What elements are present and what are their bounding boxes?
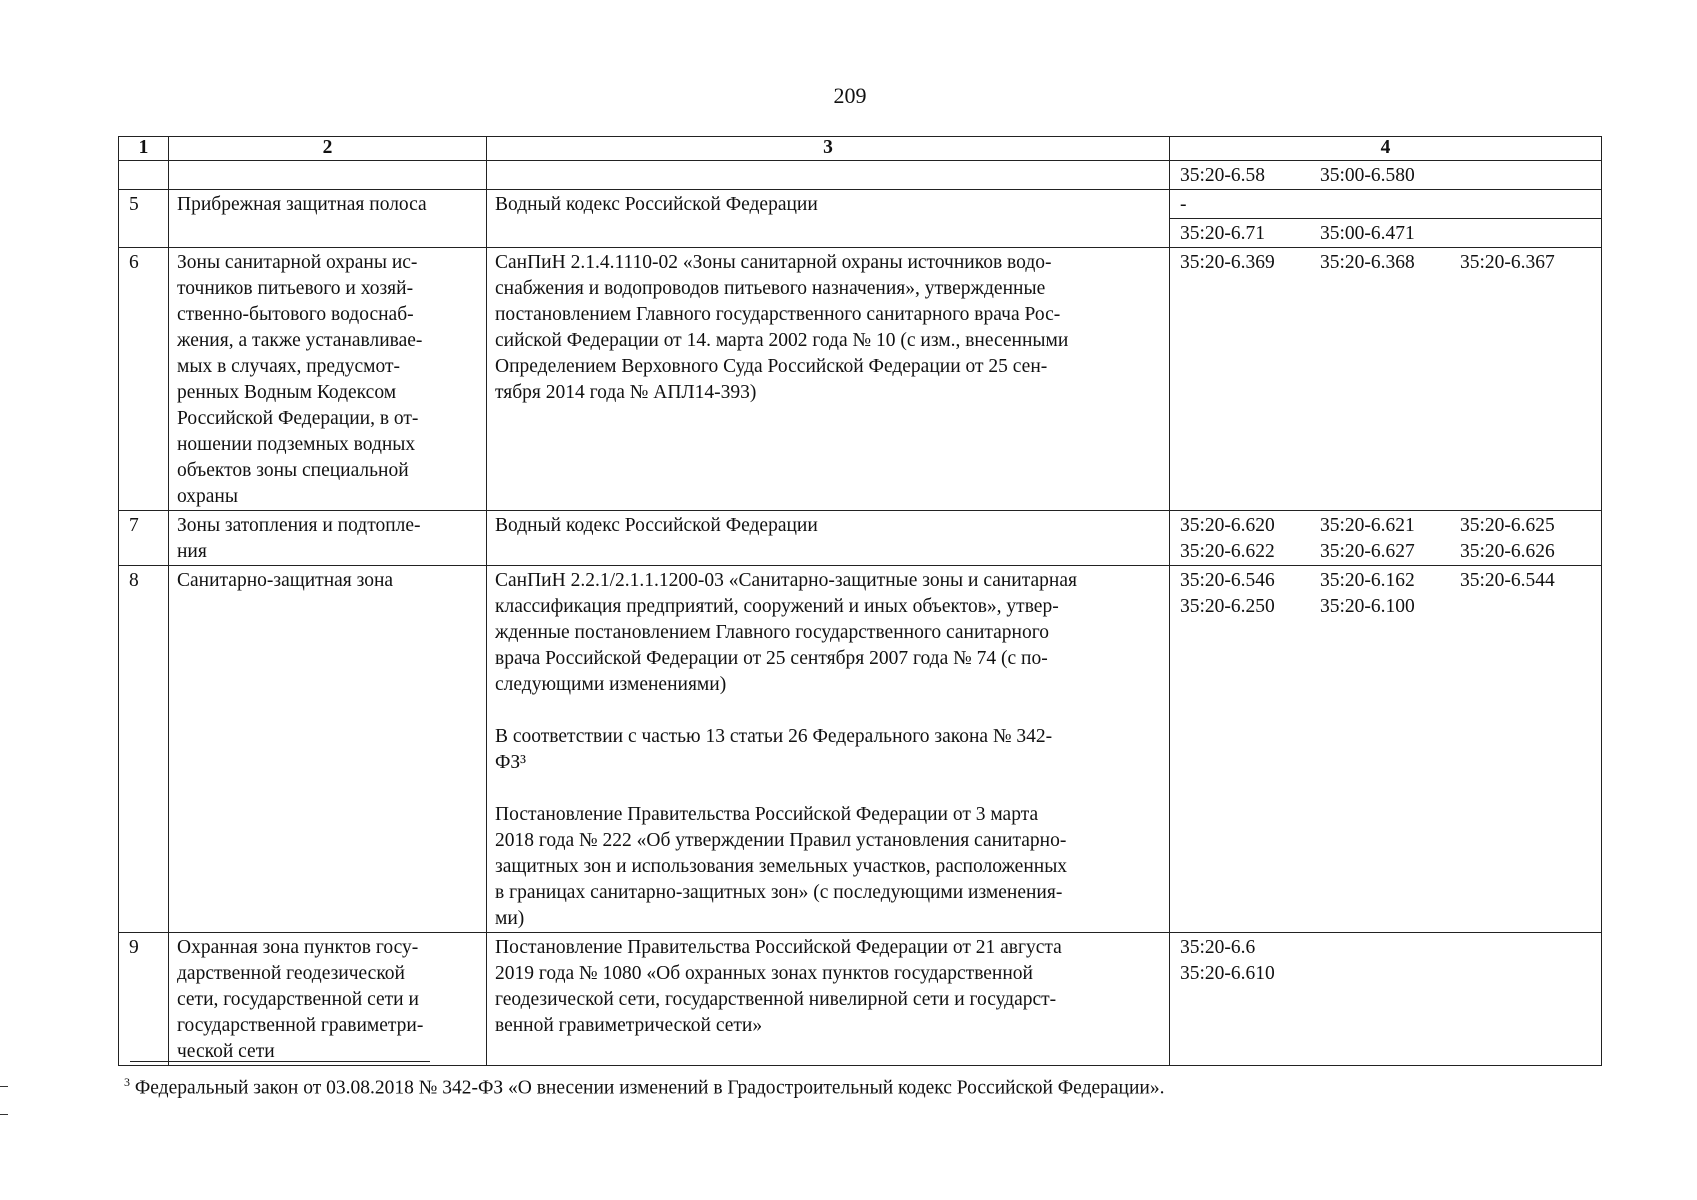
zone-name: Зоны затопления и подтопле- ния bbox=[169, 511, 487, 566]
zone-code: 35:20-6.621 bbox=[1320, 515, 1415, 536]
column-header: 2 bbox=[169, 137, 487, 161]
zone-codes-cell bbox=[1170, 248, 1602, 511]
scan-margin-mark bbox=[0, 1114, 8, 1115]
zone-name: Санитарно-защитная зона bbox=[169, 566, 487, 933]
zone-code: - bbox=[1180, 194, 1187, 215]
zone-code: 35:20-6.369 bbox=[1180, 252, 1275, 273]
zone-code: 35:20-6.100 bbox=[1320, 596, 1415, 617]
zone-code: 35:20-6.367 bbox=[1460, 252, 1555, 273]
table-row bbox=[119, 511, 1602, 566]
zone-name: Прибрежная защитная полоса bbox=[169, 190, 487, 248]
scan-margin-mark bbox=[0, 1086, 8, 1087]
table-row bbox=[119, 566, 1602, 933]
legal-basis bbox=[487, 566, 1170, 933]
legal-basis-paragraph: В соответствии с частью 13 статьи 26 Федерального закона № 342- ФЗ³ bbox=[495, 726, 1053, 773]
footnote bbox=[124, 1075, 1604, 1100]
zone-codes-cell bbox=[1170, 161, 1602, 190]
zone-codes-cell bbox=[1170, 566, 1602, 933]
zone-codes-cell bbox=[1170, 219, 1602, 248]
zone-code: 35:00-6.471 bbox=[1320, 223, 1415, 244]
table-row bbox=[119, 161, 1602, 190]
zone-code: 35:20-6.620 bbox=[1180, 515, 1275, 536]
legal-basis: Водный кодекс Российской Федерации bbox=[487, 511, 1170, 566]
row-number: 9 bbox=[119, 933, 169, 1066]
zone-code: 35:20-6.162 bbox=[1320, 570, 1415, 591]
zone-name: Охранная зона пунктов госу- дарственной геодезической сети, государственной сети и государственной гравиметри- ческой сети bbox=[169, 933, 487, 1066]
zone-code: 35:20-6.6 bbox=[1180, 937, 1256, 958]
zone-code: 35:20-6.622 bbox=[1180, 541, 1275, 562]
column-header: 3 bbox=[487, 137, 1170, 161]
zone-code: 35:20-6.71 bbox=[1180, 223, 1266, 244]
zone-codes-cell bbox=[1170, 511, 1602, 566]
zone-code: 35:20-6.610 bbox=[1180, 963, 1275, 984]
column-header: 4 bbox=[1170, 137, 1602, 161]
zone-code: 35:20-6.250 bbox=[1180, 596, 1275, 617]
legal-basis-paragraph: СанПиН 2.2.1/2.1.1.1200-03 «Санитарно-защитные зоны и санитарная классификация предприятий, сооружений и иных объектов», утвер- жденные постановлением Главного государственного санитарного врача Российской Федерации от 25 сентября 2007 года № 74 (с по- следующими изменениями) bbox=[495, 570, 1077, 695]
column-header: 1 bbox=[119, 137, 169, 161]
zone-code: 35:20-6.58 bbox=[1180, 165, 1266, 186]
row-number: 8 bbox=[119, 566, 169, 933]
zone-codes-cell bbox=[1170, 933, 1602, 1066]
zone-code: 35:20-6.627 bbox=[1320, 541, 1415, 562]
zone-code: 35:00-6.580 bbox=[1320, 165, 1415, 186]
table-header-row bbox=[119, 137, 1602, 161]
row-number: 5 bbox=[119, 190, 169, 248]
legal-basis: СанПиН 2.1.4.1110-02 «Зоны санитарной охраны источников водо- снабжения и водопроводов питьевого назначения», утвержденные постановлением Главного государственного санитарного врача Рос- сийской Федерации от 14. марта 2002 года № 10 (с изм., внесенными Определением Верховного Суда Российской Федерации от 25 сен- тября 2014 года № АПЛ14-393) bbox=[487, 248, 1170, 511]
row-number: 6 bbox=[119, 248, 169, 511]
zone-code: 35:20-6.368 bbox=[1320, 252, 1415, 273]
zones-table bbox=[118, 136, 1602, 1066]
table-row bbox=[119, 190, 1602, 219]
table-row bbox=[119, 933, 1602, 1066]
zone-code: 35:20-6.546 bbox=[1180, 570, 1275, 591]
row-number: 7 bbox=[119, 511, 169, 566]
zone-name: Зоны санитарной охраны ис- точников питьевого и хозяй- ственно-бытового водоснаб- жения, а также устанавливае- мых в случаях, предусмот- ренных Водным Кодексом Российской Федерации, в от- ношении подземных водных объектов зоны специальной охраны bbox=[169, 248, 487, 511]
zone-codes-cell bbox=[1170, 190, 1602, 219]
table-row bbox=[119, 248, 1602, 511]
footnote-separator bbox=[130, 1061, 430, 1062]
legal-basis: Постановление Правительства Российской Федерации от 21 августа 2019 года № 1080 «Об охранных зонах пунктов государственной геодезической сети, государственной нивелирной сети и государст- венной гравиметрической сети» bbox=[487, 933, 1170, 1066]
zone-code: 35:20-6.544 bbox=[1460, 570, 1555, 591]
footnote-text: Федеральный закон от 03.08.2018 № 342-ФЗ «О внесении изменений в Градостроительный кодекс Российской Федерации». bbox=[134, 1077, 1165, 1099]
zone-code: 35:20-6.626 bbox=[1460, 541, 1555, 562]
legal-basis-paragraph: Постановление Правительства Российской Федерации от 3 марта 2018 года № 222 «Об утверждении Правил установления санитарно- защитных зон и использования земельных участков, расположенных в границах санитарно-защитных зон» (с последующими изменения- ми) bbox=[495, 804, 1068, 929]
page-number: 209 bbox=[833, 83, 867, 108]
zone-code: 35:20-6.625 bbox=[1460, 515, 1555, 536]
footnote-mark: 3 bbox=[124, 1075, 130, 1089]
legal-basis: Водный кодекс Российской Федерации bbox=[487, 190, 1170, 248]
